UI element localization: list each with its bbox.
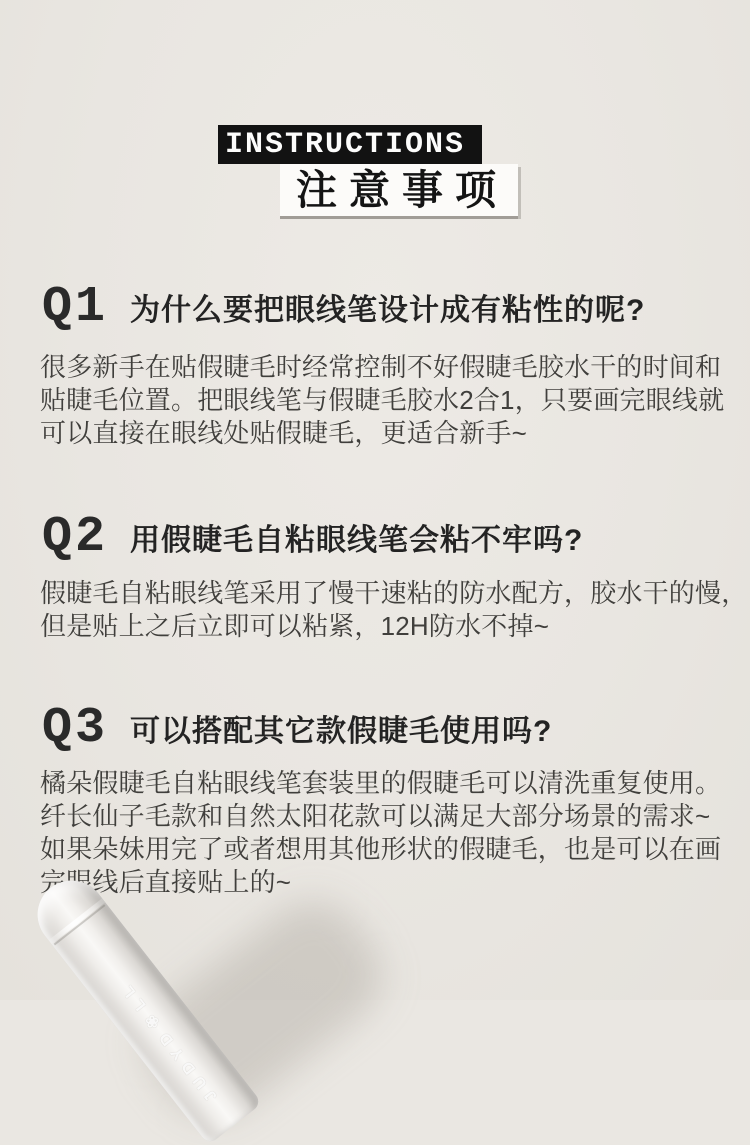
faq2-answer [40, 577, 747, 643]
brand-text: LL [115, 976, 150, 1014]
brand-text: JUDYD [152, 1023, 221, 1105]
answer-line: 可以直接在眼线处贴假睫毛，更适合新手~ [40, 418, 527, 448]
answer-line: 贴睫毛位置。把眼线笔与假睫毛胶水2合1，只要画完眼线就 [40, 385, 725, 415]
faq1-answer [40, 351, 724, 450]
faq3-heading [42, 702, 552, 756]
answer-line: 纤长仙子毛款和自然太阳花款可以满足大部分场景的需求~ [40, 801, 711, 831]
faq2-heading [42, 511, 583, 565]
answer-line: 如果朵妹用完了或者想用其他形状的假睫毛，也是可以在画 [40, 834, 722, 864]
question3-number: Q3 [42, 700, 109, 757]
answer-line: 但是贴上之后立即可以粘紧，12H防水不掉~ [40, 611, 550, 641]
answer-line: 假睫毛自粘眼线笔采用了慢干速粘的防水配方，胶水干的慢， [40, 578, 748, 608]
faq3-answer [40, 767, 721, 899]
flower-icon: ❀ [136, 1003, 166, 1035]
answer-line: 完眼线后直接贴上的~ [40, 867, 292, 897]
question2-number: Q2 [42, 509, 109, 566]
faq1-heading [42, 281, 645, 335]
question1-text: 为什么要把眼线笔设计成有粘性的呢? [130, 294, 646, 327]
answer-line: 很多新手在贴假睫毛时经常控制不好假睫毛胶水干的时间和 [40, 352, 722, 382]
question1-number: Q1 [42, 279, 109, 336]
title-en-banner: INSTRUCTIONS [218, 125, 482, 164]
answer-line: 橘朵假睫毛自粘眼线笔套装里的假睫毛可以清洗重复使用。 [40, 768, 722, 798]
question3-text: 可以搭配其它款假睫毛使用吗? [130, 715, 553, 748]
question2-text: 用假睫毛自粘眼线笔会粘不牢吗? [130, 524, 584, 557]
title-zh-banner: 注意事项 [280, 164, 518, 216]
